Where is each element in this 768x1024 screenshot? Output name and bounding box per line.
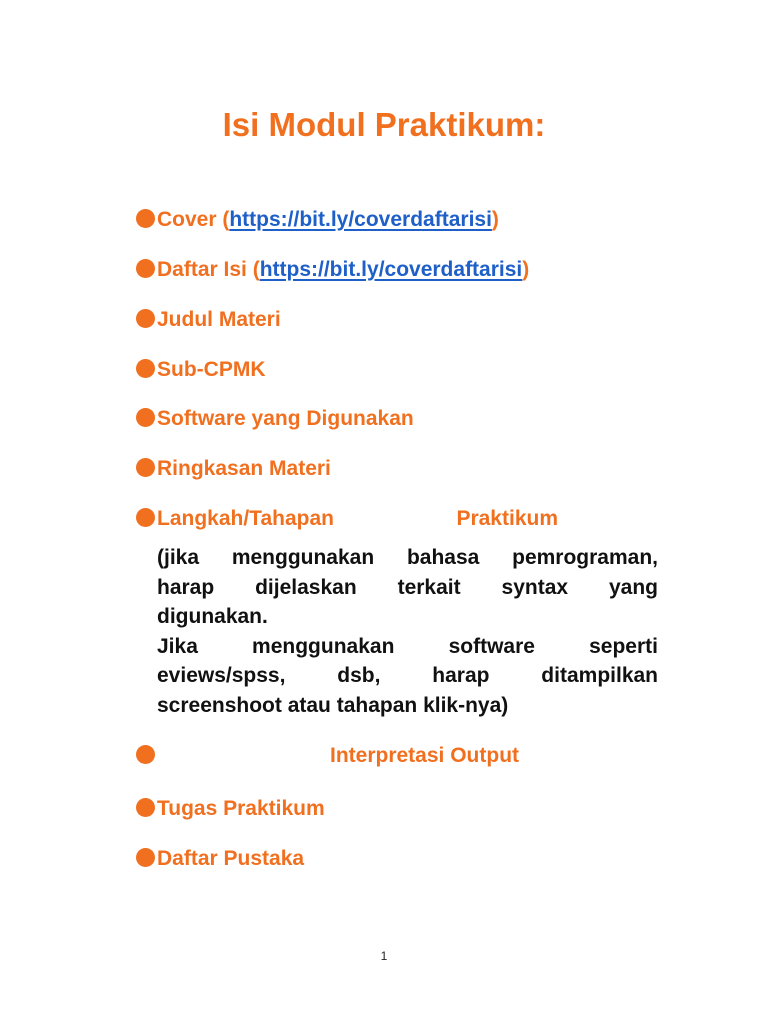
langkah-label-right: Praktikum	[456, 507, 558, 530]
list-item-daftar-isi	[136, 257, 529, 283]
bullet-icon	[136, 508, 155, 527]
note-line: harap dijelaskan terkait syntax yang	[157, 575, 658, 599]
langkah-label-left: Langkah/Tahapan	[157, 507, 334, 530]
sub-cpmk-label: Sub-CPMK	[157, 358, 266, 381]
bullet-icon	[136, 408, 155, 427]
note-line: digunakan.	[157, 605, 268, 628]
list-item-daftar-pustaka	[136, 846, 304, 872]
daftar-isi-close-paren: )	[522, 258, 530, 281]
tugas-praktikum-label: Tugas Praktikum	[157, 797, 325, 820]
daftar-isi-label: Daftar Isi (	[157, 258, 260, 281]
judul-materi-label: Judul Materi	[157, 308, 281, 331]
bullet-icon	[136, 359, 155, 378]
list-item-software	[136, 406, 414, 432]
list-item-sub-cpmk	[136, 357, 266, 383]
list-item-cover	[136, 207, 499, 233]
note-line: Jika menggunakan software seperti	[157, 634, 658, 658]
list-item-interpretasi-output	[136, 743, 538, 769]
bullet-icon	[136, 209, 155, 228]
bullet-icon	[136, 745, 155, 764]
daftar-isi-link[interactable]: https://bit.ly/coverdaftarisi	[259, 258, 523, 281]
note-line: screenshoot atau tahapan klik-nya)	[157, 693, 509, 717]
list-item-tugas-praktikum	[136, 796, 325, 822]
list-item-ringkasan-materi	[136, 456, 331, 482]
bullet-icon	[136, 798, 155, 817]
list-item-langkah-praktikum	[136, 506, 558, 532]
bullet-icon	[136, 309, 155, 328]
cover-label: Cover (	[157, 208, 230, 231]
page-title: Isi Modul Praktikum:	[222, 106, 546, 143]
bullet-icon	[136, 259, 155, 278]
page-number: 1	[380, 949, 388, 963]
interpretasi-output-label: Interpretasi Output	[330, 744, 520, 767]
note-line: (jika menggunakan bahasa pemrograman,	[157, 546, 658, 569]
cover-close-paren: )	[491, 208, 499, 231]
ringkasan-materi-label: Ringkasan Materi	[157, 457, 331, 480]
list-item-judul-materi	[136, 307, 281, 333]
note-line: eviews/spss, dsb, harap ditampilkan	[157, 664, 658, 687]
cover-link[interactable]: https://bit.ly/coverdaftarisi	[229, 208, 492, 231]
daftar-pustaka-label: Daftar Pustaka	[157, 847, 305, 870]
bullet-icon	[136, 848, 155, 867]
langkah-note	[157, 543, 658, 720]
software-label: Software yang Digunakan	[157, 407, 414, 430]
bullet-icon	[136, 458, 155, 477]
